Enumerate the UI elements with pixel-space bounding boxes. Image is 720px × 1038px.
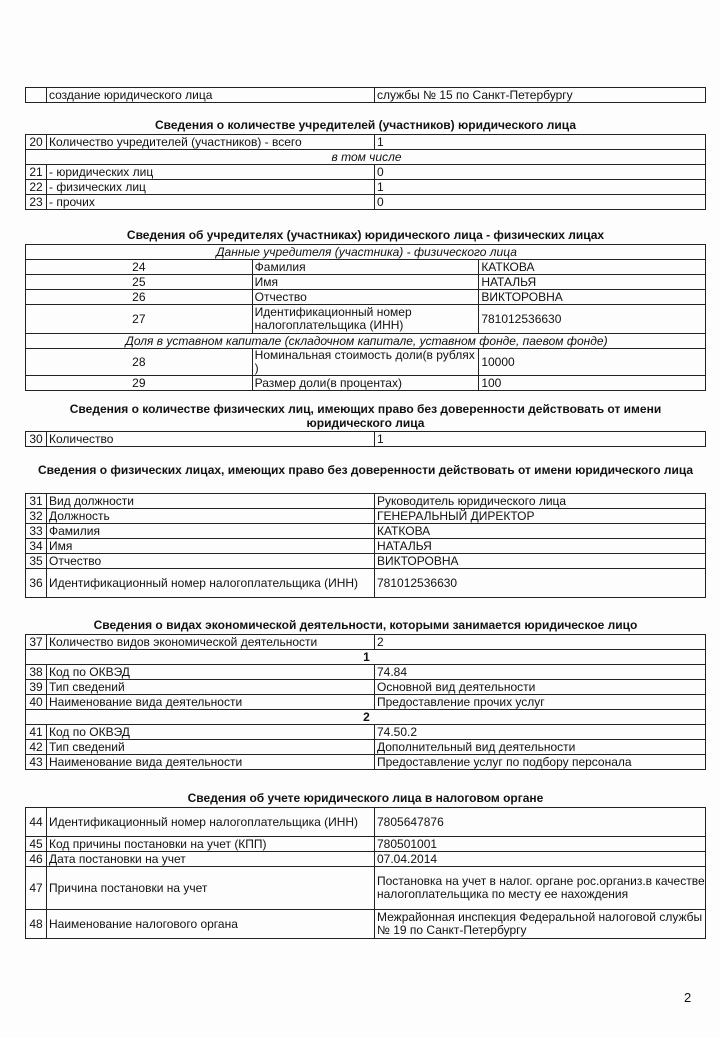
table-group-header: 2 (26, 710, 706, 725)
table-row: 35 Отчество ВИКТОРОВНА (26, 554, 706, 569)
table-row: 27 Идентификационный номер налогоплательщика (ИНН) 781012536630 (26, 305, 706, 334)
table-row: 22 - физических лиц 1 (26, 180, 706, 195)
table-row: 36 Идентификационный номер налогоплательщика (ИНН) 781012536630 (26, 569, 706, 598)
tax-table (25, 807, 706, 939)
table-row: 25 Имя НАТАЛЬЯ (26, 275, 706, 290)
table-row: 33 Фамилия КАТКОВА (26, 524, 706, 539)
table-row: 42 Тип сведений Дополнительный вид деятельности (26, 740, 706, 755)
table-row: 23 - прочих 0 (26, 195, 706, 210)
table-row: 26 Отчество ВИКТОРОВНА (26, 290, 706, 305)
section-title: Сведения об учредителях (участниках) юридического лица - физических лицах (126, 228, 605, 242)
authorized-persons-table (25, 493, 706, 598)
row-label: создание юридического лица (47, 88, 375, 103)
table-row: 46 Дата постановки на учет 07.04.2014 (26, 852, 706, 867)
table-group-header: 1 (26, 650, 706, 665)
table-row: 44 Идентификационный номер налогоплательщика (ИНН) 7805647876 (26, 808, 706, 837)
table-row: 40 Наименование вида деятельности Предоставление прочих услуг (26, 695, 706, 710)
table-row: 30 Количество 1 (26, 432, 706, 447)
section-title: Сведения об учете юридического лица в налоговом органе (187, 791, 544, 805)
table-subheader: в том числе (26, 150, 706, 165)
section-title: Сведения о количестве физических лиц, имеющих право без доверенности действовать от имени юридического лица (69, 402, 662, 430)
table-row: 31 Вид должности Руководитель юридического лица (26, 494, 706, 509)
founders-count-table (25, 134, 706, 210)
section-title: Сведения о физических лицах, имеющих право без доверенности действовать от имени юридического лица (37, 463, 694, 477)
table-row: 48 Наименование налогового органа Межрайонная инспекция Федеральной налоговой службы № 19 по Санкт-Петербургу (26, 910, 706, 939)
table-row: 43 Наименование вида деятельности Предоставление услуг по подбору персонала (26, 755, 706, 770)
table-row: 29 Размер доли(в процентах) 100 (26, 376, 706, 391)
table-row: 47 Причина постановки на учет Постановка на учет в налог. органе рос.организ.в качестве налогоплательщика по месту ее нахождения (26, 867, 706, 910)
row-value: службы № 15 по Санкт-Петербургу (375, 88, 706, 103)
table-row: 39 Тип сведений Основной вид деятельности (26, 680, 706, 695)
table-row: 34 Имя НАТАЛЬЯ (26, 539, 706, 554)
table-row: 24 Фамилия КАТКОВА (26, 260, 706, 275)
table-row (26, 88, 706, 103)
activities-table (25, 634, 706, 770)
page-number: 2 (684, 990, 692, 1005)
table-row: 21 - юридических лиц 0 (26, 165, 706, 180)
section-title: Сведения о количестве учредителей (участников) юридического лица (154, 118, 576, 132)
continued-table (25, 87, 706, 103)
table-row: 37 Количество видов экономической деятельности 2 (26, 635, 706, 650)
table-subheader: Доля в уставном капитале (складочном капитале, уставном фонде, паевом фонде) (26, 334, 706, 349)
table-subheader: Данные учредителя (участника) - физического лица (26, 245, 706, 260)
authorized-count-table (25, 431, 706, 447)
table-row: 20 Количество учредителей (участников) - всего 1 (26, 135, 706, 150)
table-row: 41 Код по ОКВЭД 74.50.2 (26, 725, 706, 740)
table-row: 45 Код причины постановки на учет (КПП) 780501001 (26, 837, 706, 852)
founders-persons-table (25, 244, 706, 391)
table-row: 28 Номинальная стоимость доли(в рублях ) 10000 (26, 349, 706, 376)
section-title: Сведения о видах экономической деятельности, которыми занимается юридическое лицо (93, 618, 638, 632)
table-row: 32 Должность ГЕНЕРАЛЬНЫЙ ДИРЕКТОР (26, 509, 706, 524)
table-row: 38 Код по ОКВЭД 74.84 (26, 665, 706, 680)
